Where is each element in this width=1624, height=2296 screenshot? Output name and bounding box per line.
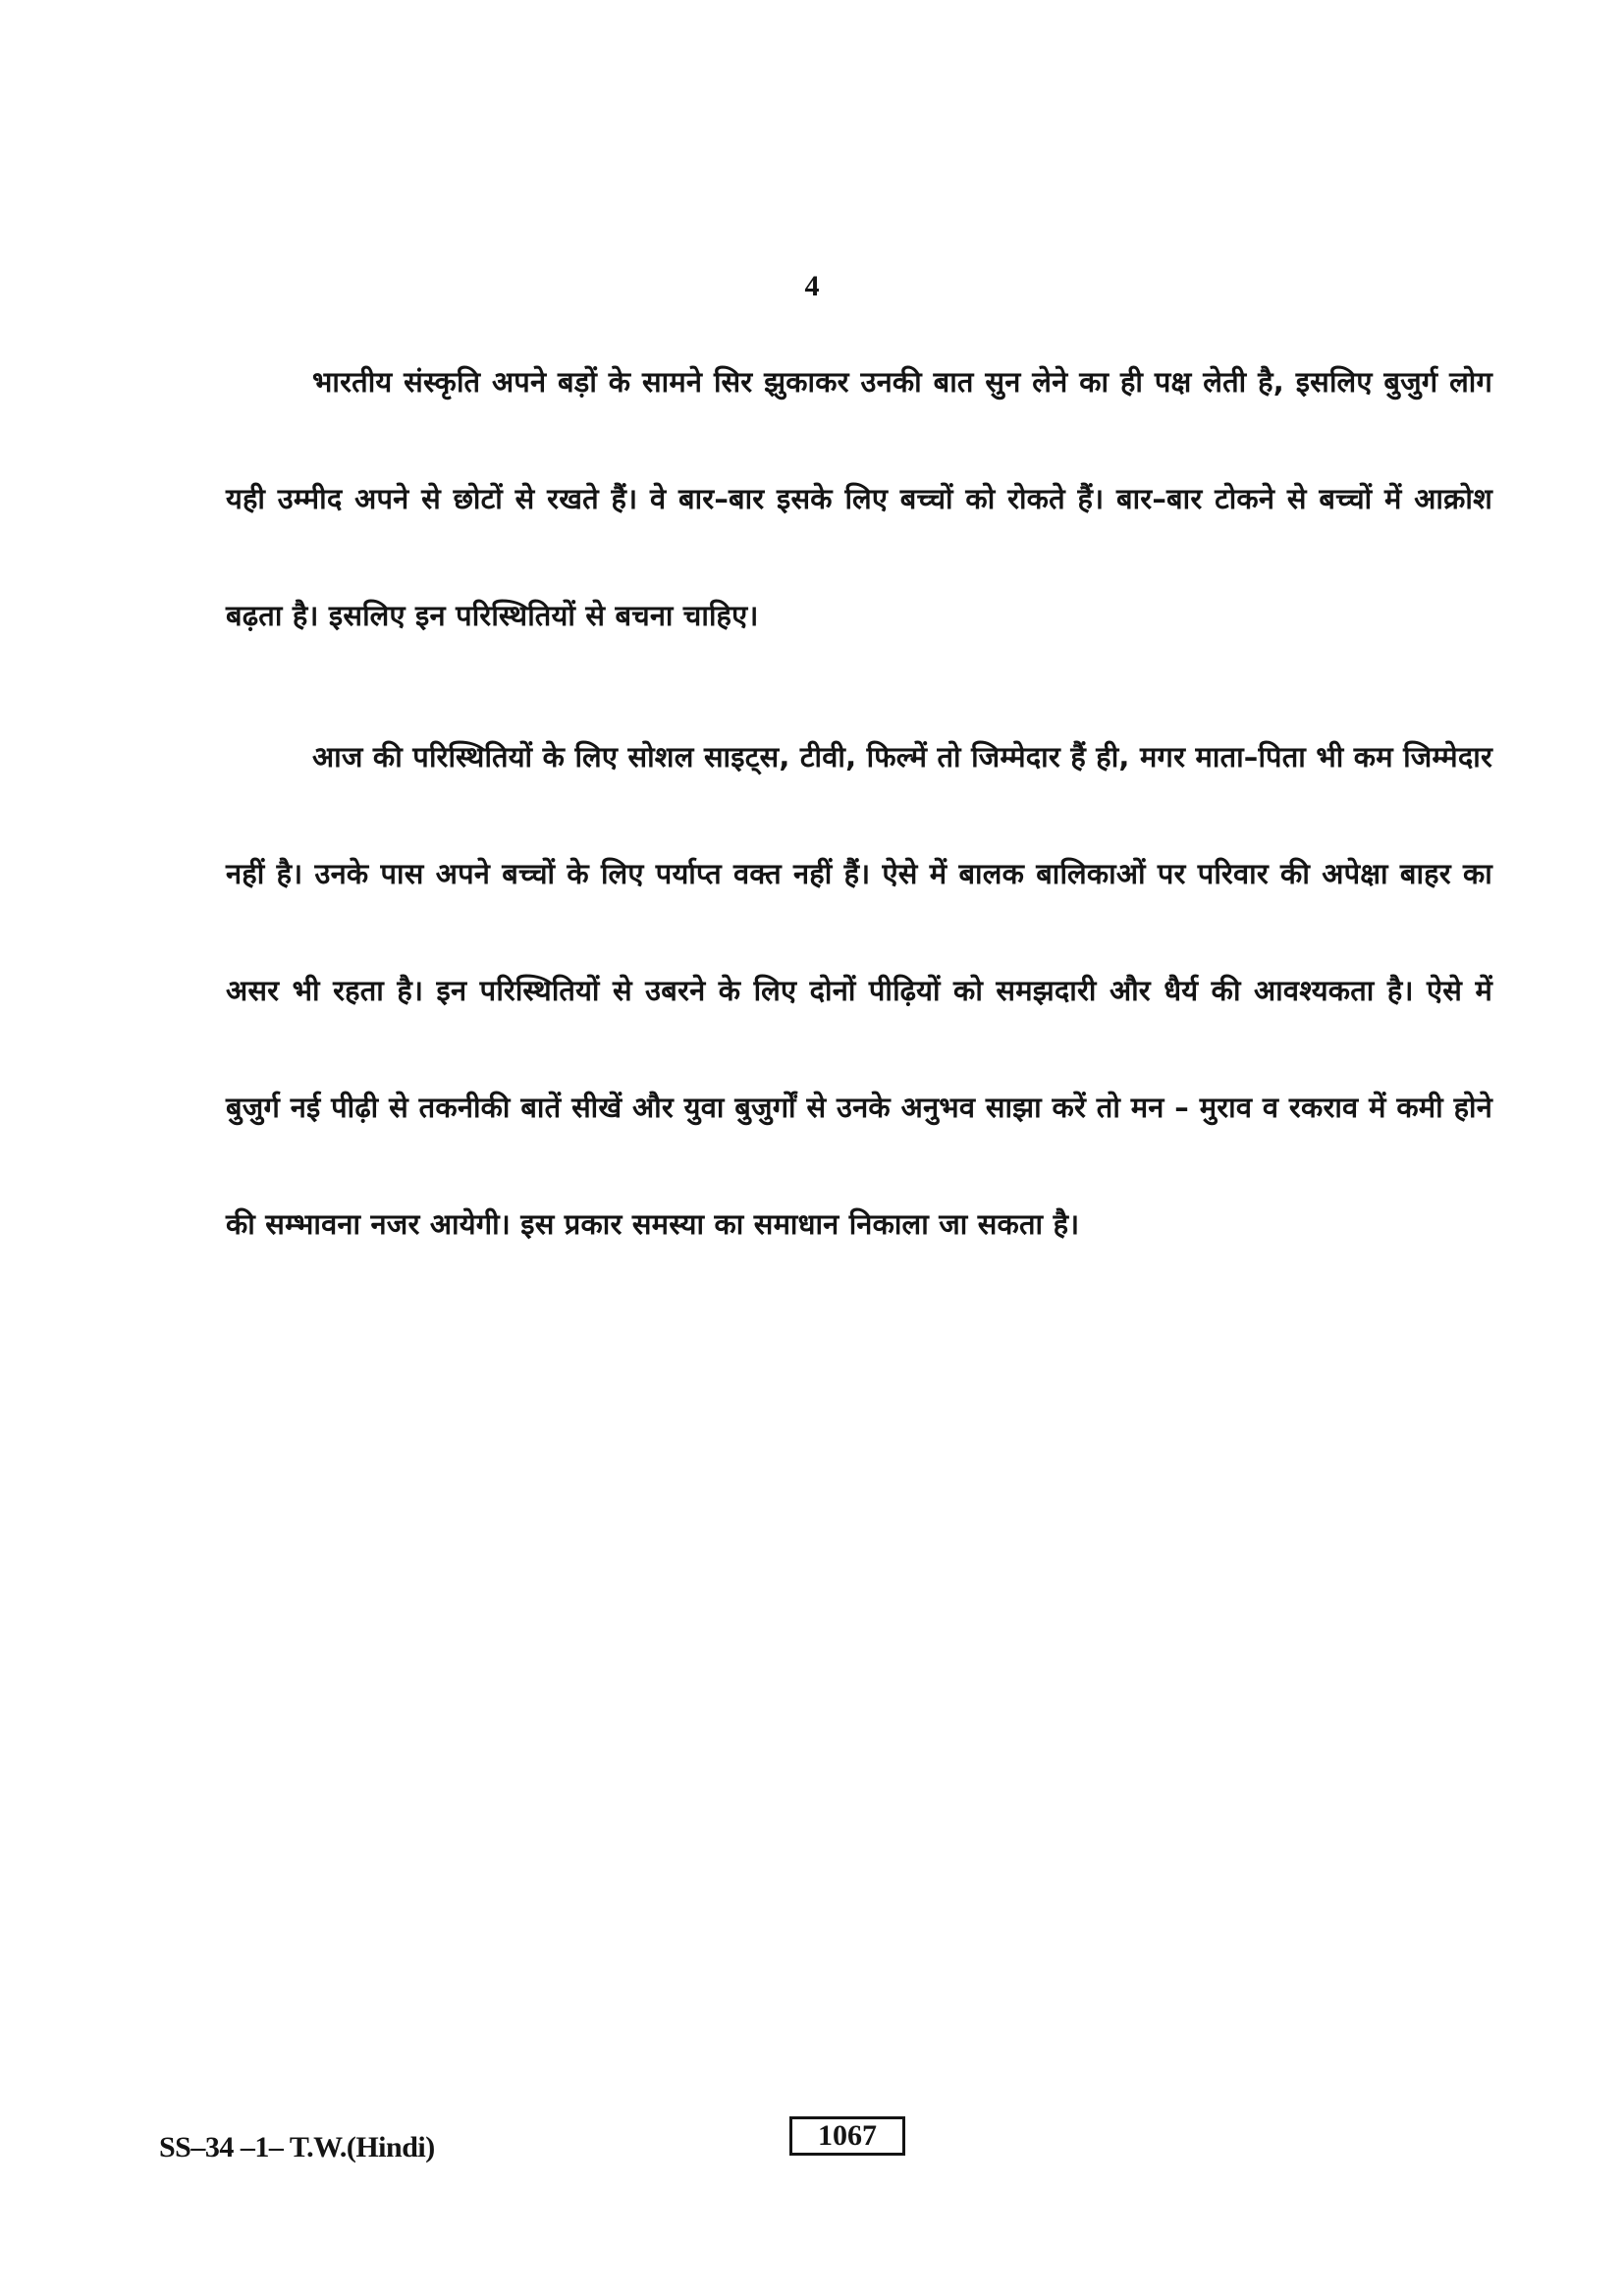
paragraph-1: भारतीय संस्कृति अपने बड़ों के सामने सिर झुकाकर उनकी बात सुन लेने का ही पक्ष लेती है, इसलिए बुजुर्ग लोग यही उम्मीद अपने से छोटों से रखते हैं। वे बार–बार इसके लिए बच्चों को रोकते हैं। बार–बार टोकने से बच्चों में आक्रोश बढ़ता है। इसलिए इन परिस्थितियों से बचना चाहिए। <box>226 365 1492 632</box>
paragraph-2: आज की परिस्थितियों के लिए सोशल साइट्स, टीवी, फिल्में तो जिम्मेदार हैं ही, मगर माता–पिता भी कम जिम्मेदार नहीं है। उनके पास अपने बच्चों के लिए पर्याप्त वक्त नहीं हैं। ऐसे में बालक बालिकाओं पर परिवार की अपेक्षा बाहर का असर भी रहता है। इन परिस्थितियों से उबरने के लिए दोनों पीढ़ियों को समझदारी और धैर्य की आवश्यकता है। ऐसे में बुजुर्ग नई पीढ़ी से तकनीकी बातें सीखें और युवा बुजुर्गों से उनके अनुभव साझा करें तो मन – मुराव व रकराव में कमी होने की सम्भावना नजर आयेगी। इस प्रकार समस्या का समाधान निकाला जा सकता है। <box>226 740 1492 1241</box>
paper-code: SS–34 –1– T.W.(Hindi) <box>159 2131 435 2163</box>
page-number: 4 <box>804 270 820 302</box>
serial-number-box: 1067 <box>789 2116 905 2156</box>
